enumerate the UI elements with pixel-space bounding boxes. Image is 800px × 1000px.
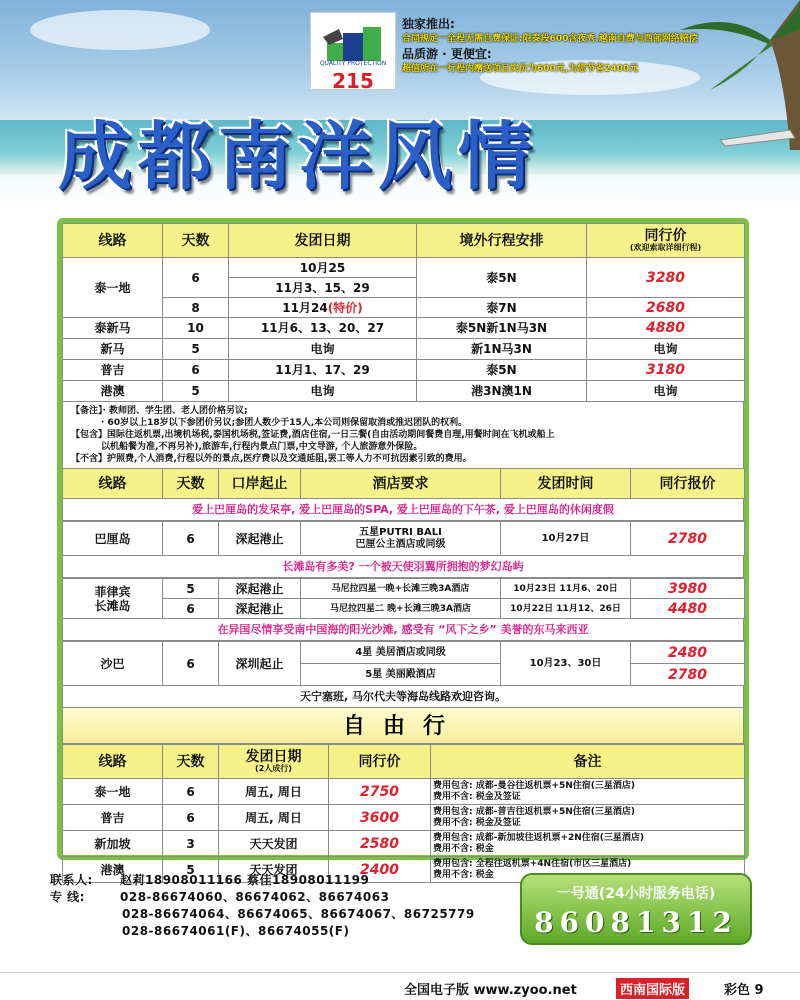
hotline-box: [520, 873, 752, 945]
price-cell: 2480: [631, 642, 745, 664]
table-row: [63, 258, 745, 278]
price-cell: 4880: [587, 318, 745, 339]
header-price: [587, 224, 745, 258]
included-line: 费用包含: 成都-曼谷往返机票+5N住宿(三星酒店): [433, 780, 636, 791]
price-cell: 2400: [329, 857, 431, 883]
route-line: 菲律宾: [94, 584, 131, 599]
price-cell: 3980: [631, 579, 745, 599]
price-cell: 2750: [329, 779, 431, 805]
promo-block: [402, 16, 792, 76]
days-cell: 6: [163, 522, 219, 556]
phone-line: 028-86674064、86674065、86674067、86725779: [122, 907, 475, 921]
tour-table-islands: [62, 468, 745, 499]
note-line: 以机船餐为准,不再另补),旅游车,行程内景点门票,中文导游, 个人旅游意外保险。: [101, 442, 423, 452]
page-number: 彩色 9: [724, 983, 764, 998]
price-cell: 3600: [329, 805, 431, 831]
header-quote: 同行报价: [631, 469, 745, 499]
header-route: 线路: [63, 224, 163, 258]
route-cell: 巴厘岛: [63, 522, 163, 556]
header-days: 天数: [163, 745, 219, 779]
port-cell: 深圳起止: [219, 642, 301, 686]
price-cell: 3180: [587, 360, 745, 381]
date-cell: 天天发团: [219, 857, 329, 883]
bali-banner: 爱上巴厘岛的发呆亭, 爱上巴厘岛的SPA, 爱上巴厘岛的下午茶, 爱上巴厘岛的休闲度假: [62, 499, 744, 521]
route-cell: 泰一地: [63, 258, 163, 318]
note-line: 【包含】国际往返机票,出境机场税,泰国机场税,签证费,酒店住宿,一日三餐(自由活动期间餐费自理,用餐时间在飞机或船上: [71, 430, 555, 440]
logo-number: 215: [332, 69, 374, 93]
port-cell: 深起港止: [219, 522, 301, 556]
days-cell: 5: [163, 579, 219, 599]
hotline-label: 一号通(24小时服务电话): [556, 886, 716, 902]
logo-blocks-icon: [323, 23, 385, 63]
plan-cell: 泰7N: [417, 298, 587, 318]
days-cell: 5: [163, 339, 229, 360]
route-cell: 新马: [63, 339, 163, 360]
table-row: [63, 339, 745, 360]
table-row: [63, 805, 745, 831]
days-cell: 5: [163, 857, 219, 883]
price-cell: 2580: [329, 831, 431, 857]
header-date-sub: (2人成行): [255, 763, 292, 773]
price-cell: 2780: [631, 522, 745, 556]
header-days: 天数: [163, 224, 229, 258]
more-islands-note: 天宁塞班, 马尔代夫等海岛线路欢迎咨询。: [62, 686, 744, 708]
brand-badge: 西南国际版: [616, 978, 689, 999]
route-cell: 港澳: [63, 857, 163, 883]
cloud-decoration: [30, 10, 210, 50]
table-row: [63, 579, 745, 599]
quality-label: 品质游 · 更便宜:: [402, 47, 492, 61]
table-row: [63, 522, 745, 556]
days-cell: 5: [163, 381, 229, 402]
plan-cell: 港3N澳1N: [417, 381, 587, 402]
hotel-cell: 5星 美丽殿酒店: [301, 664, 501, 686]
hotel-cell: [301, 522, 501, 556]
price-cell: 电询: [587, 339, 745, 360]
price-cell: 4480: [631, 599, 745, 619]
phone-line: 028-86674061(F)、86674055(F): [122, 924, 350, 938]
excluded-line: 费用不含: 税金及签证: [433, 791, 521, 802]
table-row: [63, 298, 745, 318]
date-cell: 电询: [229, 339, 417, 360]
days-cell: 6: [163, 642, 219, 686]
route-cell: 普吉: [63, 805, 163, 831]
header-hotel: 酒店要求: [301, 469, 501, 499]
days-cell: 6: [163, 360, 229, 381]
header-date: [219, 745, 329, 779]
boracay-table: [62, 578, 745, 619]
days-cell: 6: [163, 805, 219, 831]
price-cell: 3280: [587, 258, 745, 298]
depart-cell: 10月27日: [501, 522, 631, 556]
contact-people-label: 联系人:: [50, 873, 93, 887]
days-cell: 3: [163, 831, 219, 857]
header-price: 同行价: [329, 745, 431, 779]
table-row: [63, 599, 745, 619]
edition-text: 全国电子版 www.zyoo.net: [404, 983, 577, 998]
sabah-table: [62, 641, 745, 686]
hotel-line: 五星PUTRI BALI: [359, 526, 442, 538]
header-banner: [0, 0, 800, 210]
days-cell: 8: [163, 298, 229, 318]
date-text: 11月24: [282, 300, 328, 315]
excluded-line: 费用不含: 税金: [433, 843, 494, 854]
port-cell: 深起港止: [219, 599, 301, 619]
plan-cell: 泰5N: [417, 258, 587, 298]
exclusive-label: 独家推出:: [402, 17, 455, 31]
table-row: [63, 318, 745, 339]
plan-cell: 泰5N新1N马3N: [417, 318, 587, 339]
contacts-block: [50, 872, 490, 940]
note-line: 【不含】护照费,个人消费,行程以外的景点,医疗费以及交通延阻,罢工等人力不可抗因素引致的费用。: [71, 454, 472, 464]
price-cell: 2680: [587, 298, 745, 318]
date-cell: 10月25: [229, 258, 417, 278]
depart-cell: 10月22日 11月12、26日: [501, 599, 631, 619]
route-cell: [63, 579, 163, 619]
boracay-banner: 长滩岛有多美? 一个被天使羽翼所拥抱的梦幻岛屿: [62, 556, 744, 578]
phone-line: 028-86674060、86674062、86674063: [120, 890, 390, 904]
table-row: [63, 381, 745, 402]
header-price-label: 同行价: [644, 227, 687, 244]
route-line: 长滩岛: [94, 598, 131, 613]
days-cell: 10: [163, 318, 229, 339]
route-cell: 新加坡: [63, 831, 163, 857]
route-cell: 泰一地: [63, 779, 163, 805]
notes-block: [62, 402, 744, 468]
contact-people-row: [50, 872, 490, 889]
note-line: · 60岁以上18岁以下参团价另议;参团人数少于15人,本公司则保留取消或推迟团队的权利。: [101, 418, 468, 428]
table-row: [63, 360, 745, 381]
depart-cell: 10月23、30日: [501, 642, 631, 686]
hotel-cell: 马尼拉四星一晚+长滩三晚3A酒店: [301, 579, 501, 599]
header-date: 发团日期: [229, 224, 417, 258]
header-remark: 备注: [431, 745, 745, 779]
tour-table-asia: [62, 223, 745, 402]
hotel-cell: 马尼拉四星二 晚+长滩三晚3A酒店: [301, 599, 501, 619]
route-cell: 普吉: [63, 360, 163, 381]
note-line: 【备注】· 教师团、学生团、老人团价格另议;: [71, 406, 248, 416]
date-cell: 11月6、13、20、27: [229, 318, 417, 339]
remark-cell: [431, 779, 745, 805]
page-footer: [0, 972, 800, 1000]
route-cell: 泰新马: [63, 318, 163, 339]
hotline-number: 86081312: [534, 906, 738, 939]
days-cell: 6: [163, 258, 229, 298]
remark-cell: [431, 831, 745, 857]
depart-cell: 10月23日 11月6、20日: [501, 579, 631, 599]
plan-cell: 新1N马3N: [417, 339, 587, 360]
hotel-cell: 4星 美居酒店或同级: [301, 642, 501, 664]
exclusive-text: 合同规定一全程无需自费保证:限泰段600含夜秀.越南自费与西部网络赔偿: [402, 34, 698, 44]
sabah-banner: 在异国尽情享受南中国海的阳光沙滩, 感受有 “风下之乡” 美誉的东马来西亚: [62, 619, 744, 641]
date-cell: 天天发团: [219, 831, 329, 857]
free-travel-title: 自由行: [62, 708, 744, 744]
header-route: 线路: [63, 469, 163, 499]
included-line: 费用包含: 全程往返机票+4N住宿(市区三星酒店): [433, 858, 632, 869]
table-row: [63, 831, 745, 857]
route-cell: 港澳: [63, 381, 163, 402]
excluded-line: 费用不含: 税金及签证: [433, 817, 521, 828]
header-route: 线路: [63, 745, 163, 779]
days-cell: 6: [163, 599, 219, 619]
hotel-line: 巴厘公主酒店或同级: [355, 538, 446, 550]
date-cell: 周五, 周日: [219, 779, 329, 805]
remark-cell: [431, 805, 745, 831]
header-date-label: 发团日期: [245, 748, 302, 765]
free-travel-table: [62, 744, 745, 883]
route-cell: 沙巴: [63, 642, 163, 686]
date-cell: 电询: [229, 381, 417, 402]
header-price-sub: (欢迎索取详细行程): [629, 242, 702, 252]
days-cell: 6: [163, 779, 219, 805]
date-cell: 11月3、15、29: [229, 278, 417, 298]
logo-ring-text: QUALITY PROTECTION: [319, 60, 387, 67]
table-row: [63, 642, 745, 664]
date-cell: 周五, 周日: [219, 805, 329, 831]
table-row: [63, 779, 745, 805]
header-days: 天数: [163, 469, 219, 499]
bali-table: [62, 521, 745, 556]
contact-line-row: [50, 889, 490, 906]
included-line: 费用包含: 成都-新加坡往返机票+2N住宿(三星酒店): [433, 832, 645, 843]
company-logo: [310, 12, 396, 93]
included-line: 费用包含: 成都-普吉往返机票+5N住宿(三星酒店): [433, 806, 636, 817]
price-cell: 电询: [587, 381, 745, 402]
header-plan: 境外行程安排: [417, 224, 587, 258]
special-badge: (特价): [327, 300, 363, 315]
date-cell: 11月1、17、29: [229, 360, 417, 381]
header-port: 口岸起止: [219, 469, 301, 499]
page-title: 成都南洋风情: [58, 114, 538, 200]
excluded-line: 费用不含: 税金: [433, 869, 494, 880]
quality-text: 超值所在一行程内赠送项目实价为600元,为您节省2400元: [402, 64, 639, 74]
header-depart: 发团时间: [501, 469, 631, 499]
plan-cell: 泰5N: [417, 360, 587, 381]
contact-phone-label: 专 线:: [50, 890, 85, 904]
date-cell: [229, 298, 417, 318]
port-cell: 深起港止: [219, 579, 301, 599]
price-cell: 2780: [631, 664, 745, 686]
contact-people: 赵莉18908011166 蔡佳18908011199: [120, 873, 370, 887]
